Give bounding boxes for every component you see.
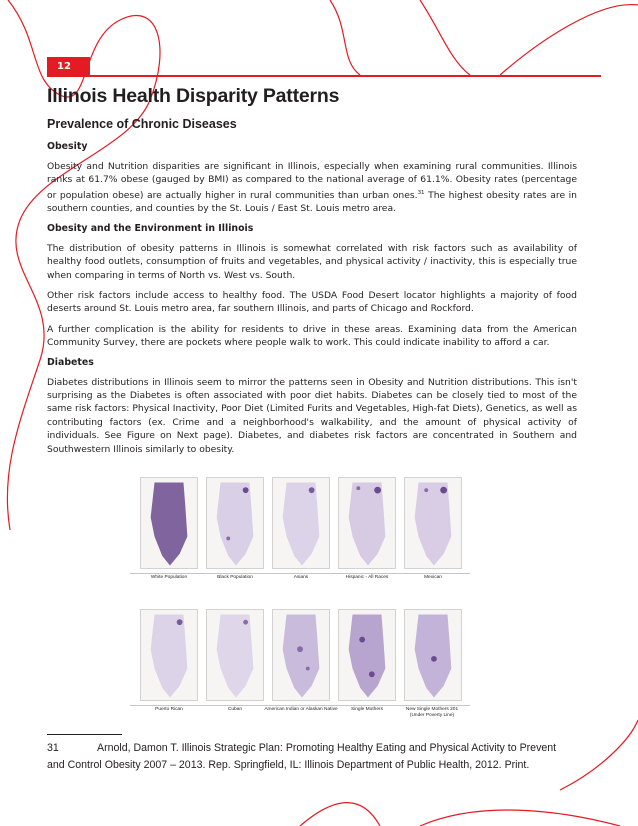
map-cuban xyxy=(206,609,264,701)
label-cuban: Cuban xyxy=(227,707,243,712)
label-mexican: Mexican xyxy=(424,575,442,580)
map-mexican xyxy=(404,477,462,569)
page-title: Illinois Health Disparity Patterns xyxy=(47,85,340,107)
footnote-text: Arnold, Damon T. Illinois Strategic Plan: Promoting Healthy Eating and Physical Activity to Prevent and Control Obesity 2007 – 2013. Rep. Springfield, IL: Illinois Department of Public Health, 2012. Print. xyxy=(47,742,557,771)
label-asians: Asians xyxy=(293,575,309,580)
label-black-population: Black Population xyxy=(217,575,253,580)
map-american-indian xyxy=(272,609,330,701)
obesity-heading: Obesity xyxy=(47,141,88,152)
label-new-single-mothers: New Single Mothers 201 (Under Poverty Line) xyxy=(405,707,459,718)
map-new-single-mothers xyxy=(404,609,462,701)
map-figure-grid xyxy=(130,477,470,727)
label-single-mothers: Single Mothers xyxy=(351,707,383,712)
map-hispanic xyxy=(338,477,396,569)
environment-heading: Obesity and the Environment in Illinois xyxy=(47,222,254,234)
label-white-population: White Population xyxy=(150,575,188,580)
footnote-rule xyxy=(47,734,122,735)
map-asians xyxy=(272,477,330,569)
environment-paragraph-2: Other risk factors include access to healthy food. The USDA Food Desert locator highlights a majority of food deserts around St. Louis metro area, far southern Illinois, and parts of Chicago and Rockford. xyxy=(47,289,577,315)
header-rule xyxy=(47,75,601,77)
diabetes-paragraph: Diabetes distributions in Illinois seem to mirror the patterns seen in Obesity and Nutrition distributions. This isn't surprising as the Diabetes is often associated with poor diet habits. Diabetes can be closely tied to most of the same risk factors: Physical Inactivity, Poor Diet (Limited Furits and Vegetables, High-fat Diets), Genetics, as well as contributing factors (ex. Crime and a neighborhood's walkability, and the amount of physical activity of individuals. See Figure on Next page). Diabetes, and diabetes risk factors are concentrated in Southern and Southwestern Illinois similarly to obesity. xyxy=(47,376,577,455)
page-subtitle: Prevalence of Chronic Diseases xyxy=(47,117,237,131)
map-black-population xyxy=(206,477,264,569)
main-content xyxy=(47,141,577,463)
map-puerto-rican xyxy=(140,609,198,701)
footnote-number: 31 xyxy=(47,742,59,754)
map-label-divider-2 xyxy=(130,705,470,706)
map-label-divider-1 xyxy=(130,573,470,574)
label-american-indian: American Indian or Alaskan Native xyxy=(264,707,338,712)
obesity-paragraph xyxy=(47,160,577,216)
obesity-text: Obesity and Nutrition disparities are significant in Illinois, especially when examining rural communities. Illinois ranks at 61.7% obese (gauged by BMI) as compared to the national average of 61.1%. Obesity rates (percentage or population obese) are actually higher in rural communities than urban ones. xyxy=(47,161,577,201)
footnote xyxy=(47,740,567,773)
page-number: 12 xyxy=(47,57,90,76)
environment-paragraph-3: A further complication is the ability for residents to drive in these areas. Examining data from the American Community Survey, there are pockets where people walk to work. This could indicate inability to afford a car. xyxy=(47,323,577,349)
map-single-mothers xyxy=(338,609,396,701)
map-white-population xyxy=(140,477,198,569)
label-puerto-rican: Puerto Rican xyxy=(155,707,183,712)
obesity-text-end: The highest obesity rates are in southern counties, and counties by the St. Louis / East St. Louis metro area. xyxy=(47,189,577,215)
diabetes-heading: Diabetes xyxy=(47,356,94,368)
footnote-ref: 31 xyxy=(417,189,425,196)
label-hispanic: Hispanic - All Races xyxy=(345,575,389,580)
environment-paragraph-1: The distribution of obesity patterns in Illinois is somewhat correlated with risk factors such as availability of healthy food outlets, consumption of fruits and vegetables, and physical activity / inactivity, this is especially true when comparing in terms of North vs. West vs. South. xyxy=(47,242,577,281)
